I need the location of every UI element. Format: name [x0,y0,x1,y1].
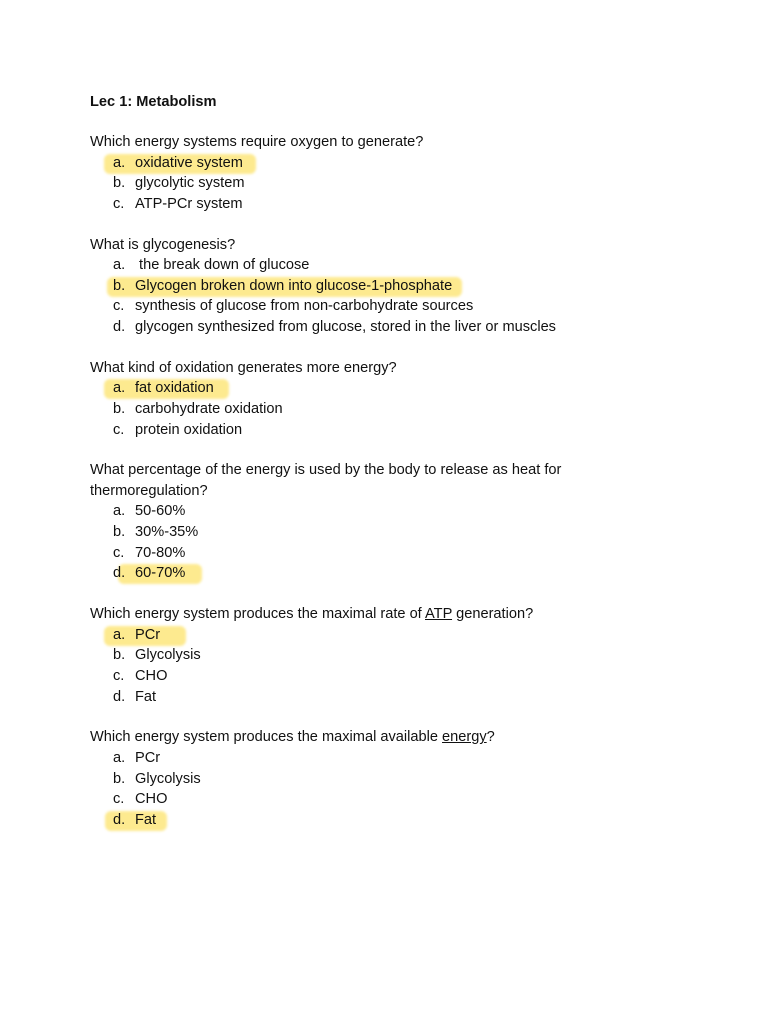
question-6 [90,727,730,830]
option-letter: a. [113,503,126,520]
question-text-part: Which energy system produces the maximal rate of [90,606,425,623]
question-5 [90,604,730,707]
option-a [90,748,730,769]
option-text: 70-80% [135,544,186,561]
option-text: CHO [135,668,168,684]
option-text: 60-70% [135,565,186,582]
option-text: CHO [135,791,168,808]
options-list [90,255,730,338]
question-text [90,727,590,748]
document-title: Lec 1: Metabolism [90,94,217,110]
option-letter: c. [113,791,125,808]
question-text: What is glycogenesis? [90,236,236,253]
option-text: oxidative system [135,154,243,171]
option-letter: b. [113,175,126,192]
option-a-highlighted [90,378,730,399]
option-d [90,317,730,338]
question-text: What percentage of the energy is used by the body to release as heat for thermoregulation? [90,462,562,499]
option-text: Glycolysis [135,770,201,787]
underlined-term: ATP [425,606,453,623]
option-b-highlighted [90,276,730,297]
options-list [90,378,730,440]
option-text: protein oxidation [135,421,243,438]
option-text: 50-60% [135,503,186,520]
option-letter: b. [113,770,126,787]
option-a [90,255,730,276]
option-text: fat oxidation [135,380,214,397]
option-letter: c. [113,421,125,438]
option-c [90,543,730,564]
option-letter: a. [113,626,126,643]
options-list [90,748,730,831]
option-letter: a. [113,749,126,766]
option-letter: a. [113,380,126,397]
option-d-highlighted [90,563,730,584]
question-text: What kind of oxidation generates more energy? [90,359,397,376]
question-3 [90,358,730,441]
option-c [90,296,730,317]
option-a-highlighted [90,153,730,174]
option-c [90,666,730,687]
question-1 [90,132,730,215]
option-letter: b. [113,401,126,417]
options-list [90,501,730,584]
option-b [90,399,730,420]
option-text: glycolytic system [135,175,245,192]
option-text: the break down of glucose [135,257,310,274]
option-c [90,194,730,215]
option-text: Fat [135,811,157,828]
question-text-part: ? [486,729,495,746]
option-letter: c. [113,298,125,315]
option-text: Glycolysis [135,647,201,664]
options-list [90,625,730,708]
option-letter: b. [113,277,126,294]
option-d [90,687,730,708]
option-text: carbohydrate oxidation [135,401,283,417]
option-text: glycogen synthesized from glucose, stored in the liver or muscles [135,319,556,336]
option-a-highlighted [90,625,730,646]
option-letter: b. [113,524,126,541]
question-text: Which energy systems require oxygen to generate? [90,134,424,150]
option-text: Fat [135,688,157,705]
option-text: PCr [135,626,161,643]
option-a [90,501,730,522]
option-letter: d. [113,688,126,705]
option-b [90,769,730,790]
option-b [90,645,730,666]
option-text: 30%-35% [135,524,199,541]
question-2 [90,235,730,338]
options-list [90,153,730,215]
question-text [90,604,590,625]
option-b [90,173,730,194]
question-4 [90,460,730,584]
document-page [90,92,730,851]
option-c [90,789,730,810]
underlined-term: energy [442,729,487,746]
option-letter: a. [113,257,126,274]
option-c [90,420,730,441]
option-letter: d. [113,565,126,582]
option-d-highlighted [90,810,730,831]
option-letter: c. [113,195,125,212]
option-b [90,522,730,543]
option-text: ATP-PCr system [135,195,243,212]
option-letter: a. [113,154,126,171]
option-letter: d. [113,811,126,828]
question-text-part: Which energy system produces the maximal available [90,729,443,746]
option-text: synthesis of glucose from non-carbohydrate sources [135,298,474,315]
option-letter: c. [113,544,125,561]
question-text-part: generation? [452,606,534,623]
option-text: Glycogen broken down into glucose-1-phosphate [135,277,453,294]
option-letter: c. [113,668,125,684]
option-letter: d. [113,319,126,336]
option-letter: b. [113,647,126,664]
option-text: PCr [135,749,161,766]
